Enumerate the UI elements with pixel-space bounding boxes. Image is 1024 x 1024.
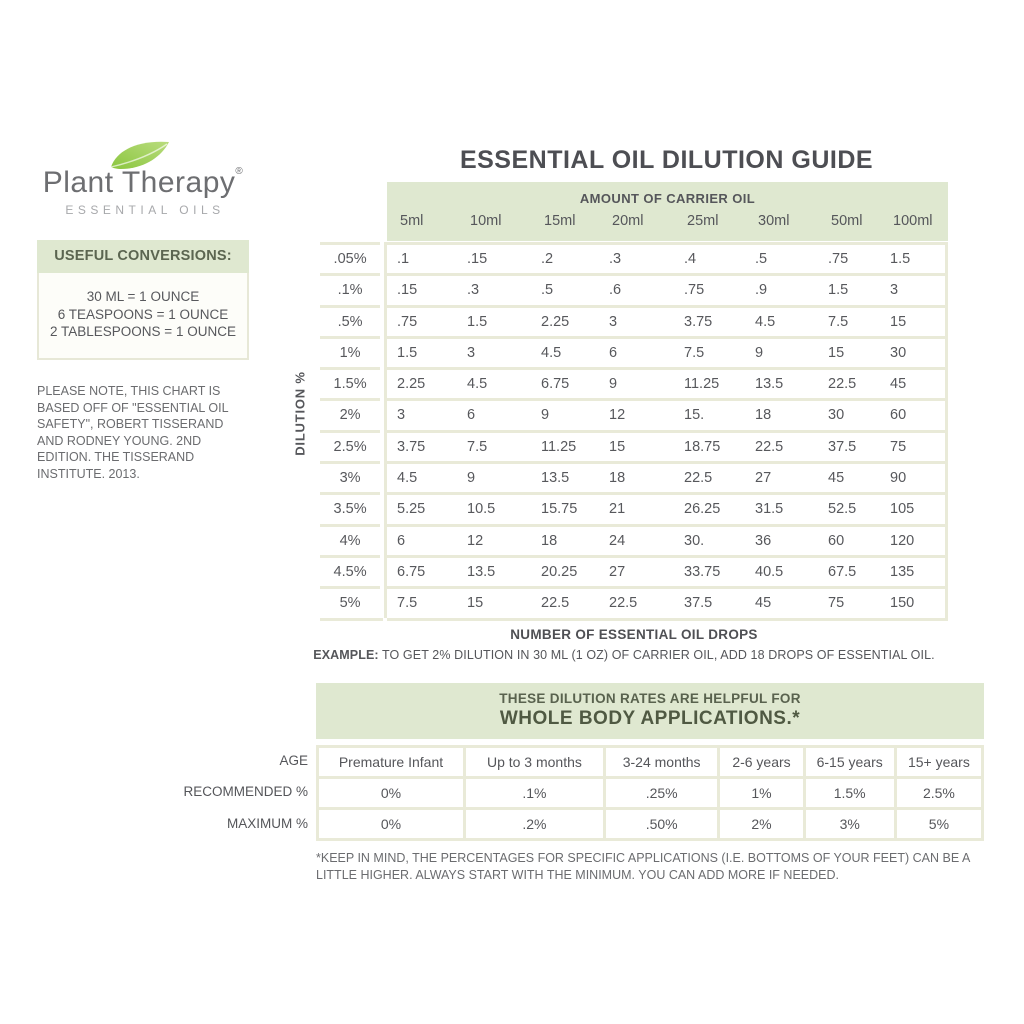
drops-cell: 22.5 [609, 595, 638, 612]
drops-cell: 18 [541, 532, 558, 549]
drops-cell: 15 [828, 344, 845, 361]
brand-name: Plant Therapy® [42, 166, 244, 199]
drops-cell: 22.5 [541, 595, 570, 612]
drops-cell: 3 [397, 407, 406, 424]
drops-cell: 45 [890, 376, 907, 393]
carrier-column-header: 25ml [687, 213, 719, 229]
age-column-header: Premature Infant [318, 747, 465, 778]
age-row-label: AGE [279, 753, 308, 768]
drops-cell: 6 [609, 344, 618, 361]
age-column-header: 6-15 years [804, 747, 895, 778]
age-row-label: MAXIMUM % [227, 815, 308, 831]
drops-cell: 30. [684, 532, 705, 549]
drops-cell: .6 [609, 282, 622, 299]
drops-cell: 37.5 [684, 595, 713, 612]
dilution-percent-cell: 3.5% [320, 492, 380, 523]
drops-cells [384, 367, 948, 398]
example-text: EXAMPLE: TO GET 2% DILUTION IN 30 ML (1 OZ) OF CARRIER OIL, ADD 18 DROPS OF ESSENTIAL OIL. [313, 648, 935, 662]
drops-cell: .1 [397, 251, 410, 267]
plant-therapy-logo [36, 138, 250, 217]
dilution-row [320, 305, 948, 336]
drops-cell: 3 [609, 313, 618, 330]
drops-cells [384, 492, 948, 523]
drops-cell: 24 [609, 532, 626, 549]
drops-cell: 45 [755, 595, 772, 612]
drops-cells [384, 430, 948, 461]
drops-cell: 150 [890, 595, 915, 612]
drops-cell: 1.5 [397, 344, 418, 361]
drops-cell: 3 [467, 344, 476, 361]
drops-cell: 27 [609, 563, 626, 580]
age-table-row-labels [0, 745, 308, 839]
dilution-axis-label: DILUTION % [292, 371, 308, 456]
drops-cell: 18 [755, 407, 772, 424]
drops-cell: 120 [890, 532, 915, 549]
drops-cell: 3.75 [684, 313, 713, 330]
dilution-row [320, 336, 948, 367]
drops-cell: .75 [397, 313, 418, 330]
drops-cell: 2.25 [397, 376, 426, 393]
drops-cell: 75 [890, 438, 907, 455]
carrier-oil-header [387, 182, 948, 241]
carrier-column-header: 50ml [831, 213, 863, 229]
drops-cells [384, 336, 948, 367]
carrier-column-header: 20ml [612, 213, 644, 229]
bottom-border-label-segment [320, 618, 383, 621]
drops-cell: .5 [541, 282, 554, 299]
drops-cell: 18 [609, 470, 626, 487]
drops-cell: 31.5 [755, 501, 784, 518]
age-header-row [318, 747, 983, 778]
dilution-percent-cell: 4.5% [320, 555, 380, 586]
drops-cells [384, 398, 948, 429]
age-value-cell: 3% [804, 809, 895, 840]
drops-cell: 21 [609, 501, 626, 518]
drops-cell: 27 [755, 470, 772, 487]
age-value-cell: .50% [604, 809, 719, 840]
drops-cell: 26.25 [684, 501, 721, 518]
drops-cell: 18.75 [684, 438, 721, 455]
dilution-percent-cell: 2.5% [320, 430, 380, 461]
bottom-border-data-segment [387, 618, 948, 621]
whole-body-header [316, 683, 984, 739]
drops-cell: 22.5 [828, 376, 857, 393]
dilution-percent-cell: 2% [320, 398, 380, 429]
age-column-header: 2-6 years [719, 747, 804, 778]
age-data-row [318, 778, 983, 809]
drops-cell: 11.25 [541, 438, 577, 455]
drops-cell: 12 [609, 407, 626, 424]
drops-cell: 13.5 [755, 376, 784, 393]
conversion-item: 6 TEASPOONS = 1 OUNCE [57, 306, 229, 322]
age-column-header: Up to 3 months [464, 747, 604, 778]
drops-cell: 4.5 [755, 313, 776, 330]
drops-cell: 15. [684, 407, 705, 424]
drops-cell: 9 [609, 376, 618, 393]
drops-cell: .5 [755, 251, 768, 267]
dilution-percent-cell: 1% [320, 336, 380, 367]
age-value-cell: 2% [719, 809, 804, 840]
age-value-cell: 1.5% [804, 778, 895, 809]
drops-cell: 9 [755, 344, 764, 361]
drops-cell: 7.5 [467, 438, 488, 455]
drops-cell: 6.75 [397, 563, 426, 580]
drops-cell: 1.5 [828, 282, 849, 299]
drops-cells [384, 305, 948, 336]
drops-cell: 37.5 [828, 438, 857, 455]
drops-cell: 13.5 [541, 470, 570, 487]
drops-cell: 52.5 [828, 501, 857, 518]
carrier-column-header: 30ml [758, 213, 790, 229]
drops-cell: 75 [828, 595, 845, 612]
age-value-cell: .25% [604, 778, 719, 809]
conversion-item: 30 ML = 1 OUNCE [86, 289, 200, 304]
age-value-cell: .2% [464, 809, 604, 840]
registered-mark: ® [235, 166, 244, 177]
drops-cell: 40.5 [755, 563, 784, 580]
drops-cell: .4 [684, 251, 697, 267]
conversion-item: 2 TABLESPOONS = 1 OUNCE [50, 324, 236, 339]
dilution-row [320, 273, 948, 304]
drops-cell: 60 [890, 407, 907, 424]
age-data-row [318, 809, 983, 840]
drops-cell: 9 [541, 407, 550, 424]
drops-cell: 5.25 [397, 501, 426, 518]
dilution-percent-cell: 4% [320, 524, 380, 555]
age-value-cell: 0% [318, 809, 465, 840]
footnote: *KEEP IN MIND, THE PERCENTAGES FOR SPECIFIC APPLICATIONS (I.E. BOTTOMS OF YOUR FEET) CAN BE A LITTLE HIGHER. ALWAYS START WITH THE MINIMUM. YOU CAN ADD MORE IF NEEDED. [316, 851, 970, 882]
brand-tagline: ESSENTIAL OILS [65, 203, 225, 217]
dilution-row [320, 524, 948, 555]
dilution-table-bottom-border [320, 618, 948, 621]
carrier-oil-columns [387, 213, 948, 229]
drops-cell: 105 [890, 501, 915, 518]
drops-cell: 6 [467, 407, 476, 424]
drops-cell: 1.5 [890, 251, 911, 267]
drops-cell: 9 [467, 470, 476, 487]
age-table-body [318, 747, 983, 840]
dilution-row [320, 492, 948, 523]
drops-cell: 11.25 [684, 376, 720, 393]
drops-cell: 4.5 [541, 344, 562, 361]
age-column-header: 15+ years [895, 747, 982, 778]
drops-cell: 60 [828, 532, 845, 549]
carrier-column-header: 5ml [400, 213, 424, 229]
drops-heading: NUMBER OF ESSENTIAL OIL DROPS [510, 627, 758, 642]
drops-cell: 30 [890, 344, 907, 361]
dilution-row [320, 461, 948, 492]
drops-cell: 90 [890, 470, 907, 487]
drops-cells [384, 586, 948, 617]
drops-cell: 30 [828, 407, 845, 424]
carrier-column-header: 100ml [893, 213, 933, 229]
drops-cell: 15 [890, 313, 907, 330]
drops-cells [384, 242, 948, 273]
age-value-cell: 2.5% [895, 778, 982, 809]
dilution-percent-cell: .1% [320, 273, 380, 304]
drops-cell: 15 [467, 595, 484, 612]
drops-cell: .15 [397, 282, 418, 299]
carrier-oil-group-label: AMOUNT OF CARRIER OIL [579, 191, 756, 206]
drops-cell: 4.5 [397, 470, 418, 487]
example-label: EXAMPLE: [313, 648, 379, 662]
conversions-heading: USEFUL CONVERSIONS: [37, 240, 249, 273]
drops-cell: 67.5 [828, 563, 857, 580]
drops-cell: 3.75 [397, 438, 426, 455]
drops-cell: 10.5 [467, 501, 496, 518]
drops-cell: 13.5 [467, 563, 496, 580]
drops-cell: 15.75 [541, 501, 578, 518]
age-row-label: RECOMMENDED % [183, 784, 308, 800]
drops-cell: 7.5 [397, 595, 418, 612]
drops-cells [384, 524, 948, 555]
drops-cell: 22.5 [755, 438, 784, 455]
dilution-table [320, 242, 948, 621]
drops-cell: 1.5 [467, 313, 488, 330]
dilution-percent-cell: 1.5% [320, 367, 380, 398]
drops-cell: 3 [890, 282, 899, 299]
drops-cells [384, 461, 948, 492]
drops-cell: .75 [684, 282, 705, 299]
useful-conversions-box [37, 240, 249, 360]
age-value-cell: 5% [895, 809, 982, 840]
drops-cell: .3 [467, 282, 480, 299]
dilution-row [320, 586, 948, 617]
dilution-percent-cell: 5% [320, 586, 380, 617]
conversions-list [37, 273, 249, 360]
drops-cell: 4.5 [467, 376, 488, 393]
age-value-cell: 1% [719, 778, 804, 809]
dilution-row [320, 367, 948, 398]
drops-cell: .3 [609, 251, 622, 267]
age-column-header: 3-24 months [604, 747, 719, 778]
dilution-row [320, 430, 948, 461]
drops-cell: 33.75 [684, 563, 721, 580]
drops-cell: 6.75 [541, 376, 570, 393]
drops-cell: 7.5 [828, 313, 849, 330]
age-value-cell: 0% [318, 778, 465, 809]
drops-cell: 22.5 [684, 470, 713, 487]
drops-cell: 36 [755, 532, 772, 549]
drops-cell: .2 [541, 251, 554, 267]
drops-cell: 12 [467, 532, 484, 549]
drops-cell: 20.25 [541, 563, 578, 580]
whole-body-title: WHOLE BODY APPLICATIONS.* [499, 708, 801, 729]
drops-cell: 7.5 [684, 344, 705, 361]
dilution-percent-cell: .5% [320, 305, 380, 336]
dilution-percent-cell: 3% [320, 461, 380, 492]
drops-cell: 2.25 [541, 313, 570, 330]
carrier-column-header: 15ml [544, 213, 576, 229]
drops-cell: 15 [609, 438, 626, 455]
drops-cell: .9 [755, 282, 768, 299]
drops-cells [384, 555, 948, 586]
drops-cell: 6 [397, 532, 406, 549]
dilution-row [320, 555, 948, 586]
page-title: ESSENTIAL OIL DILUTION GUIDE [459, 146, 874, 174]
dilution-percent-cell: .05% [320, 242, 380, 273]
age-table [316, 745, 984, 841]
dilution-row [320, 398, 948, 429]
carrier-column-header: 10ml [470, 213, 502, 229]
drops-cell: .75 [828, 251, 849, 267]
whole-body-subtitle: THESE DILUTION RATES ARE HELPFUL FOR [499, 691, 801, 706]
age-value-cell: .1% [464, 778, 604, 809]
source-note: PLEASE NOTE, THIS CHART IS BASED OFF OF "ESSENTIAL OIL SAFETY", ROBERT TISSERAND AND RODNEY YOUNG. 2ND EDITION. THE TISSERAND INSTITUTE. 2013. [37, 384, 229, 481]
drops-cell: 135 [890, 563, 915, 580]
drops-cell: 45 [828, 470, 845, 487]
drops-cell: .15 [467, 251, 488, 267]
drops-cells [384, 273, 948, 304]
dilution-row [320, 242, 948, 273]
